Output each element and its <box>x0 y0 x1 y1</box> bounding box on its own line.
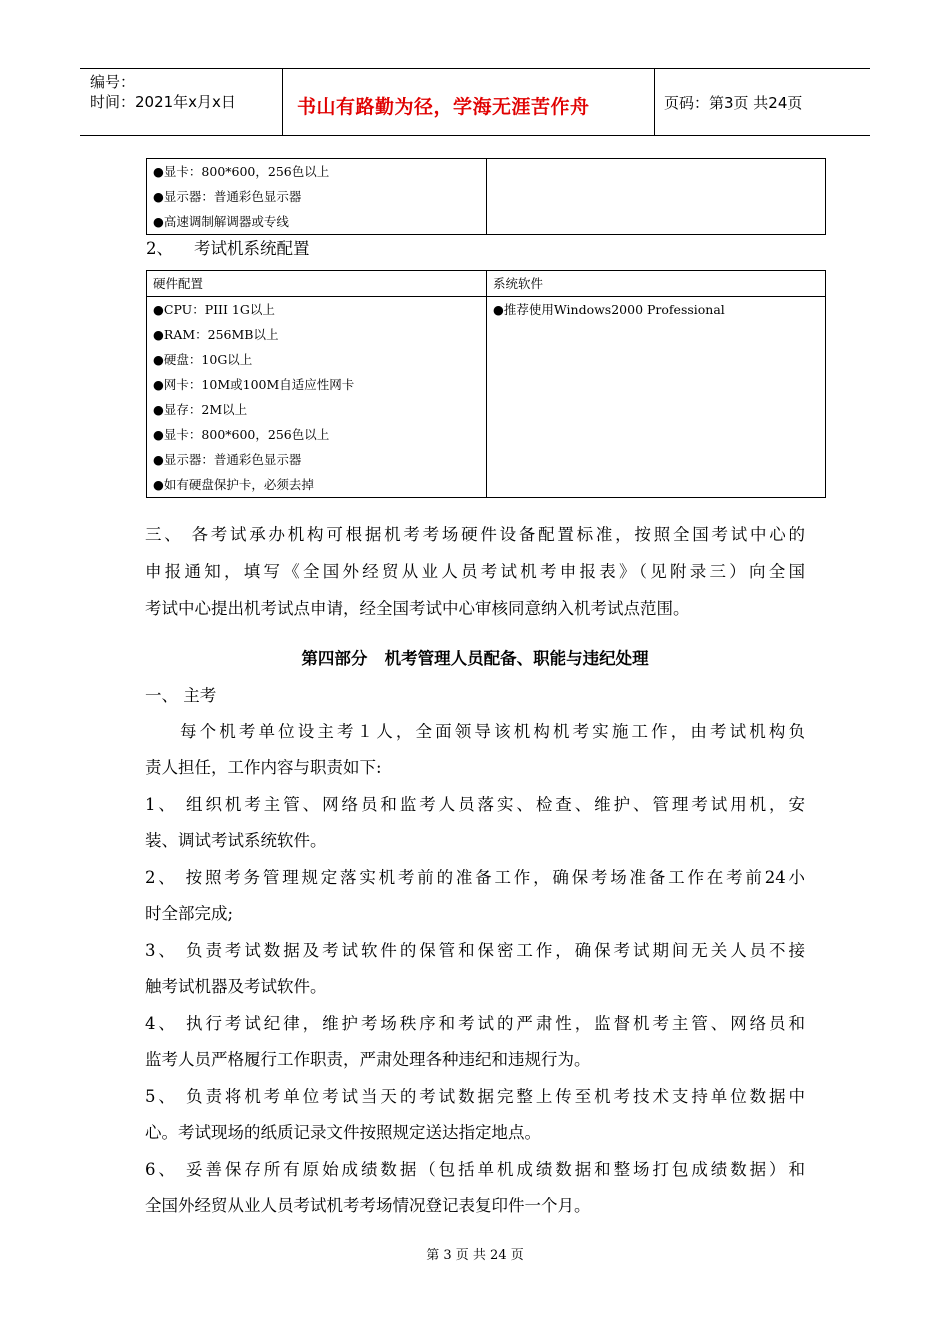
list-item: ●推荐使用Windows2000 Professional <box>493 302 725 317</box>
list-item-continuation: 全国外经贸从业人员考试机考考场情况登记表复印件一个月。 <box>145 1196 591 1215</box>
table-row <box>147 297 826 498</box>
list-item: 3、 负责考试数据及考试软件的保管和保密工作，确保考试期间无关人员不接 <box>145 941 805 960</box>
part-title: 第四部分 机考管理人员配备、职能与违纪处理 <box>301 649 649 668</box>
list-item-continuation: 装、调试考试系统软件。 <box>145 831 327 850</box>
list-item: 2、 按照考务管理规定落实机考前的准备工作，确保考场准备工作在考前24小 <box>145 868 805 887</box>
list-item: ●显卡：800*600，256色以上 <box>153 164 330 179</box>
header-top-rule <box>80 68 870 69</box>
header-bottom-rule <box>80 135 870 136</box>
subsection-heading: 一、 主考 <box>145 686 217 705</box>
list-item: 5、 负责将机考单位考试当天的考试数据完整上传至机考技术支持单位数据中 <box>145 1087 805 1106</box>
list-item: ●显示器：普通彩色显示器 <box>153 452 302 467</box>
header-motto: 书山有路勤为径，学海无涯苦作舟 <box>297 96 590 118</box>
header-page-label: 页码：第3页 共24页 <box>664 94 803 112</box>
list-item: ●显存：2M以上 <box>153 402 248 417</box>
list-item-continuation: 心。考试现场的纸质记录文件按照规定送达指定地点。 <box>145 1123 541 1142</box>
page-footer: 第 3 页 共 24 页 <box>426 1248 524 1263</box>
list-item: ●显卡：800*600，256色以上 <box>153 427 330 442</box>
header-divider-left <box>282 68 283 135</box>
table-header-row <box>147 271 826 297</box>
list-item-continuation: 触考试机器及考试软件。 <box>145 977 327 996</box>
paragraph-line: 三、 各考试承办机构可根据机考考场硬件设备配置标准，按照全国考试中心的 <box>145 525 805 544</box>
section-heading: 2、 考试机系统配置 <box>146 239 310 258</box>
list-item: ●如有硬盘保护卡，必须去掉 <box>153 477 314 492</box>
paragraph-line: 责人担任，工作内容与职责如下: <box>145 758 382 777</box>
column-header-software: 系统软件 <box>487 271 826 297</box>
header-time-label: 时间：2021年x月x日 <box>90 93 236 111</box>
header-divider-right <box>654 68 655 135</box>
table-row <box>147 159 826 235</box>
list-item: ●CPU：PIII 1G以上 <box>153 302 275 317</box>
software-cell <box>487 297 826 498</box>
empty-cell <box>487 159 826 235</box>
list-item: ●硬盘：10G以上 <box>153 352 253 367</box>
hardware-cell <box>147 159 487 235</box>
paragraph-line: 每个机考单位设主考１人，全面领导该机构机考实施工作，由考试机构负 <box>180 722 805 741</box>
display-config-table <box>146 158 826 235</box>
list-item: 6、 妥善保存所有原始成绩数据（包括单机成绩数据和整场打包成绩数据）和 <box>145 1160 805 1179</box>
list-item: ●高速调制解调器或专线 <box>153 214 289 229</box>
column-header-hardware: 硬件配置 <box>147 271 487 297</box>
paragraph-line: 考试中心提出机考试点申请，经全国考试中心审核同意纳入机考试点范围。 <box>145 599 690 618</box>
list-item: ●网卡：10M或100M自适应性网卡 <box>153 377 355 392</box>
header-number-label: 编号： <box>90 73 136 91</box>
list-item-continuation: 时全部完成; <box>145 904 234 923</box>
list-item: ●RAM：256MB以上 <box>153 327 279 342</box>
exam-machine-config-table <box>146 270 826 498</box>
list-item: 4、 执行考试纪律，维护考场秩序和考试的严肃性，监督机考主管、网络员和 <box>145 1014 805 1033</box>
paragraph-line: 申报通知，填写《全国外经贸从业人员考试机考申报表》（见附录三）向全国 <box>145 562 805 581</box>
hardware-cell <box>147 297 487 498</box>
list-item-continuation: 监考人员严格履行工作职责，严肃处理各种违纪和违规行为。 <box>145 1050 591 1069</box>
list-item: ●显示器：普通彩色显示器 <box>153 189 302 204</box>
list-item: 1、 组织机考主管、网络员和监考人员落实、检查、维护、管理考试用机，安 <box>145 795 805 814</box>
